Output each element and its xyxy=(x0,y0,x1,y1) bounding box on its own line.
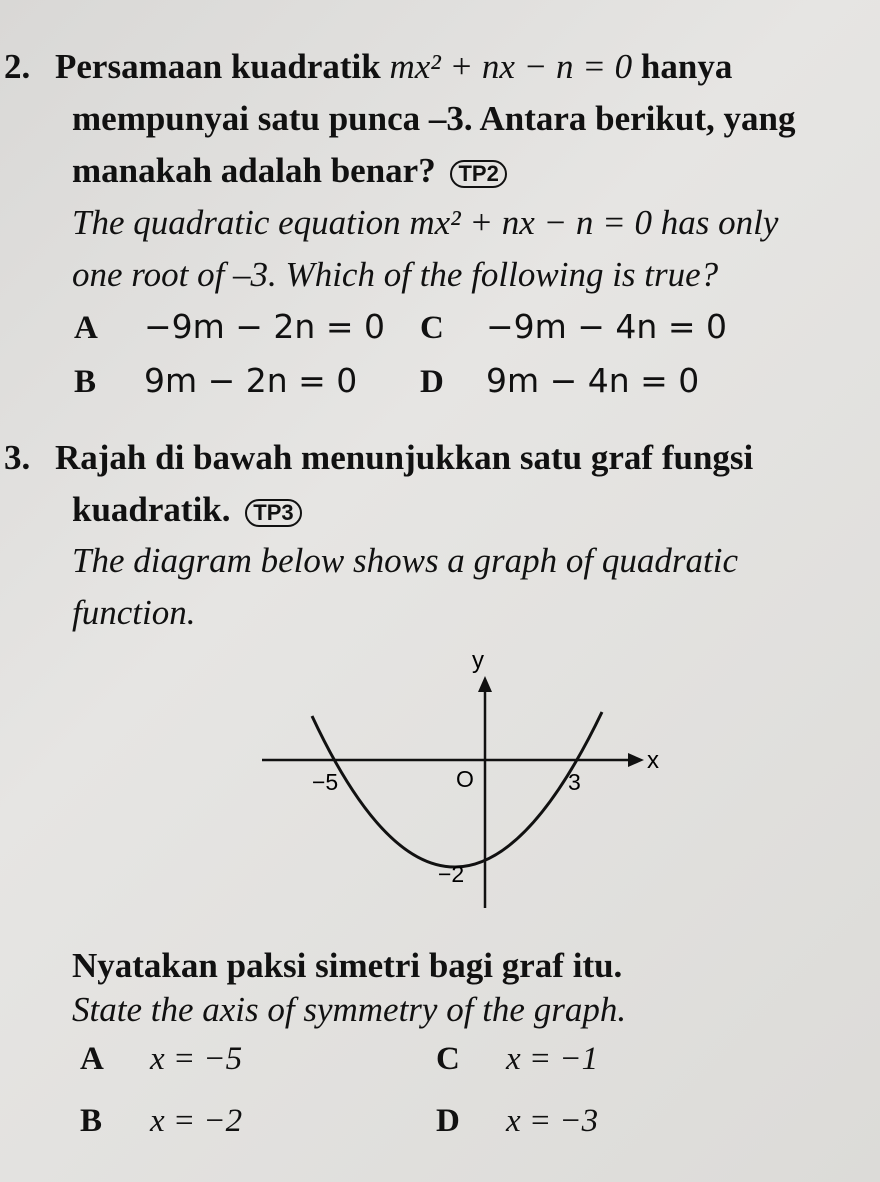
option-text: x = −1 xyxy=(506,1041,599,1077)
q2-ms-line3-text: manakah adalah benar? xyxy=(72,151,436,190)
option-letter: C xyxy=(420,310,444,346)
option-text: x = −3 xyxy=(506,1103,599,1139)
q2-ms-equation: mx² + nx − n = 0 xyxy=(389,47,633,86)
y-axis-arrow-icon xyxy=(478,676,492,692)
q3-number: 3. xyxy=(4,438,31,477)
q2-option-c[interactable] xyxy=(420,308,727,347)
option-text: 9m − 2n = 0 xyxy=(144,361,358,400)
quadratic-graph xyxy=(250,640,670,930)
q3-en-question: State the axis of symmetry of the graph. xyxy=(72,990,627,1029)
q2-ms-line1-post: hanya xyxy=(640,47,733,86)
q3-option-d[interactable] xyxy=(436,1102,598,1140)
option-letter: A xyxy=(74,310,98,346)
option-text: 9m − 4n = 0 xyxy=(486,361,700,400)
y-intercept-label: −2 xyxy=(438,861,465,887)
option-letter: B xyxy=(80,1103,103,1139)
q3-en-line2: function. xyxy=(72,593,196,632)
q2-en-equation: mx² + nx − n = 0 xyxy=(409,203,653,242)
q3-ms-line1-text: Rajah di bawah menunjukkan satu graf fungsi xyxy=(55,438,754,477)
q3-ms-question: Nyatakan paksi simetri bagi graf itu. xyxy=(72,946,623,985)
q2-number: 2. xyxy=(4,47,31,86)
q3-option-b[interactable] xyxy=(80,1102,242,1140)
q2-ms-line1-text: Persamaan kuadratik xyxy=(55,47,381,86)
q2-en-line1-post: has only xyxy=(660,203,779,242)
right-root-label: 3 xyxy=(568,769,581,795)
q3-tp-badge: TP3 xyxy=(245,499,301,527)
origin-label: O xyxy=(456,766,474,792)
q2-ms-line1 xyxy=(4,47,732,87)
option-letter: D xyxy=(420,364,444,400)
q3-en-line1: The diagram below shows a graph of quadratic xyxy=(72,541,739,580)
q2-option-b[interactable] xyxy=(74,362,357,401)
x-axis-arrow-icon xyxy=(628,753,644,767)
q2-en-line2: one root of –3. Which of the following is true? xyxy=(72,255,719,294)
q3-option-c[interactable] xyxy=(436,1040,598,1078)
q2-ms-line3 xyxy=(72,151,507,191)
q2-option-d[interactable] xyxy=(420,362,699,401)
q2-option-a[interactable] xyxy=(74,308,385,347)
option-letter: A xyxy=(80,1041,104,1077)
option-text: x = −2 xyxy=(150,1103,243,1139)
left-root-label: −5 xyxy=(312,769,339,795)
q3-ms-line2-text: kuadratik. xyxy=(72,490,231,529)
option-letter: B xyxy=(74,364,97,400)
option-letter: D xyxy=(436,1103,460,1139)
q2-en-line1 xyxy=(72,203,778,243)
q3-ms-line1 xyxy=(4,438,753,478)
option-text: −9m − 2n = 0 xyxy=(144,307,385,346)
q3-ms-line2 xyxy=(72,490,302,530)
x-axis-label: x xyxy=(647,747,659,774)
option-text: x = −5 xyxy=(150,1041,243,1077)
option-text: −9m − 4n = 0 xyxy=(486,307,727,346)
q2-tp-badge: TP2 xyxy=(450,160,506,188)
q3-option-a[interactable] xyxy=(80,1040,242,1078)
q2-ms-line2: mempunyai satu punca –3. Antara berikut, yang xyxy=(72,99,796,138)
y-axis-label: y xyxy=(472,647,484,674)
option-letter: C xyxy=(436,1041,460,1077)
q2-en-line1-text: The quadratic equation xyxy=(72,203,401,242)
